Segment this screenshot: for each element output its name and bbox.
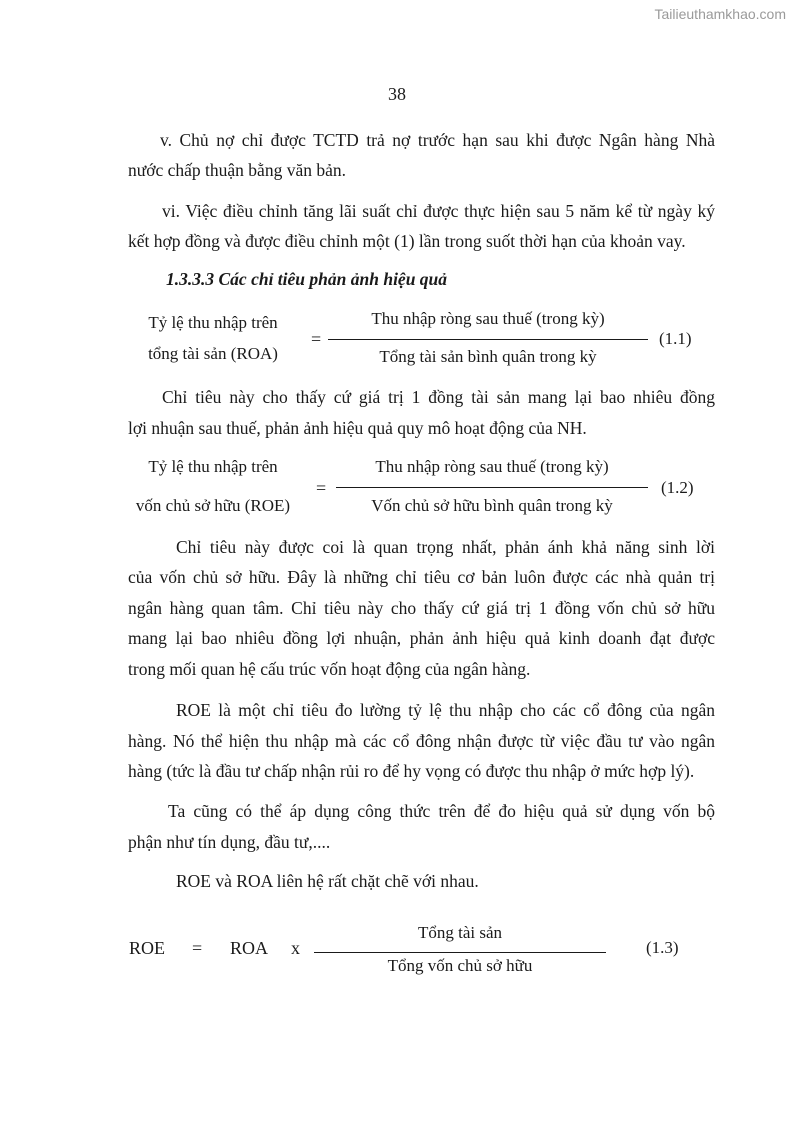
paragraph-line: ROE là một chỉ tiêu đo lường tỷ lệ thu nhập cho các cổ đông của ngân	[176, 700, 715, 720]
formula-1-fraction-bar	[328, 339, 648, 340]
paragraph-line: ngân hàng quan tâm. Chỉ tiêu này cho thấy cứ giá trị 1 đồng vốn chủ sở hữu	[128, 598, 715, 618]
formula-2-label: Tỷ lệ thu nhập trên	[148, 457, 278, 476]
paragraph-line: lợi nhuận sau thuế, phản ảnh hiệu quả quy mô hoạt động của NH.	[128, 418, 587, 438]
paragraph-line: hàng. Nó thể hiện thu nhập mà các cổ đông nhận được từ việc đầu tư vào ngân	[128, 731, 715, 751]
formula-2-numerator: Thu nhập ròng sau thuế (trong kỳ)	[375, 457, 609, 476]
formula-3-numerator: Tổng tài sản	[417, 923, 503, 942]
paragraph-line: v. Chủ nợ chỉ được TCTD trả nợ trước hạn sau khi được Ngân hàng Nhà	[160, 130, 715, 150]
formula-1-denominator: Tổng tài sản bình quân trong kỳ	[379, 347, 597, 366]
formula-1-numerator: Thu nhập ròng sau thuế (trong kỳ)	[371, 309, 605, 328]
paragraph-line: kết hợp đồng và được điều chỉnh một (1) lần trong suốt thời hạn của khoản vay.	[128, 231, 686, 251]
formula-1-label: Tỷ lệ thu nhập trên	[148, 313, 278, 332]
formula-3-equals: =	[192, 938, 203, 958]
formula-3-rhs: ROA	[230, 938, 269, 958]
formula-2-label: vốn chủ sở hữu (ROE)	[135, 496, 291, 515]
watermark: Tailieuthamkhao.com	[654, 6, 786, 22]
formula-2-equals: =	[316, 478, 327, 498]
paragraph-line: nước chấp thuận bằng văn bản.	[128, 160, 346, 180]
paragraph-line: Chỉ tiêu này được coi là quan trọng nhất, phản ánh khả năng sinh lời	[176, 537, 715, 557]
page-number: 38	[388, 84, 406, 104]
formula-3-fraction-bar	[314, 952, 606, 953]
paragraph-line: trong mối quan hệ cấu trúc vốn hoạt động của ngân hàng.	[128, 659, 531, 679]
paragraph-line: hàng (tức là đầu tư chấp nhận rủi ro để hy vọng có được thu nhập ở mức hợp lý).	[128, 761, 695, 781]
formula-2-fraction-bar	[336, 487, 648, 488]
formula-1-number: (1.1)	[659, 329, 692, 348]
paragraph-line: ROE và ROA liên hệ rất chặt chẽ với nhau.	[176, 871, 479, 891]
formula-1-equals: =	[311, 329, 322, 349]
paragraph-line: mang lại bao nhiêu đồng lợi nhuận, phản ảnh hiệu quả kinh doanh đạt được	[128, 628, 715, 648]
paragraph-line: của vốn chủ sở hữu. Đây là những chỉ tiêu cơ bản luôn được các nhà quản trị	[128, 567, 715, 587]
formula-3-lhs: ROE	[129, 938, 165, 958]
paragraph-line: phận như tín dụng, đầu tư,....	[128, 832, 331, 852]
section-heading: 1.3.3.3 Các chỉ tiêu phản ảnh hiệu quả	[166, 269, 448, 289]
paragraph-line: Ta cũng có thể áp dụng công thức trên để đo hiệu quả sử dụng vốn bộ	[168, 801, 715, 821]
formula-1-label: tổng tài sản (ROA)	[148, 344, 278, 363]
paragraph-line: Chỉ tiêu này cho thấy cứ giá trị 1 đồng tài sản mang lại bao nhiêu đồng	[162, 387, 715, 407]
paragraph-line: vi. Việc điều chỉnh tăng lãi suất chỉ được thực hiện sau 5 năm kể từ ngày ký	[162, 201, 715, 221]
formula-3-denominator: Tổng vốn chủ sở hữu	[387, 956, 533, 975]
formula-2-denominator: Vốn chủ sở hữu bình quân trong kỳ	[371, 496, 613, 515]
formula-2-number: (1.2)	[661, 478, 694, 497]
formula-3-operator: x	[291, 938, 300, 958]
formula-3-number: (1.3)	[646, 938, 679, 957]
